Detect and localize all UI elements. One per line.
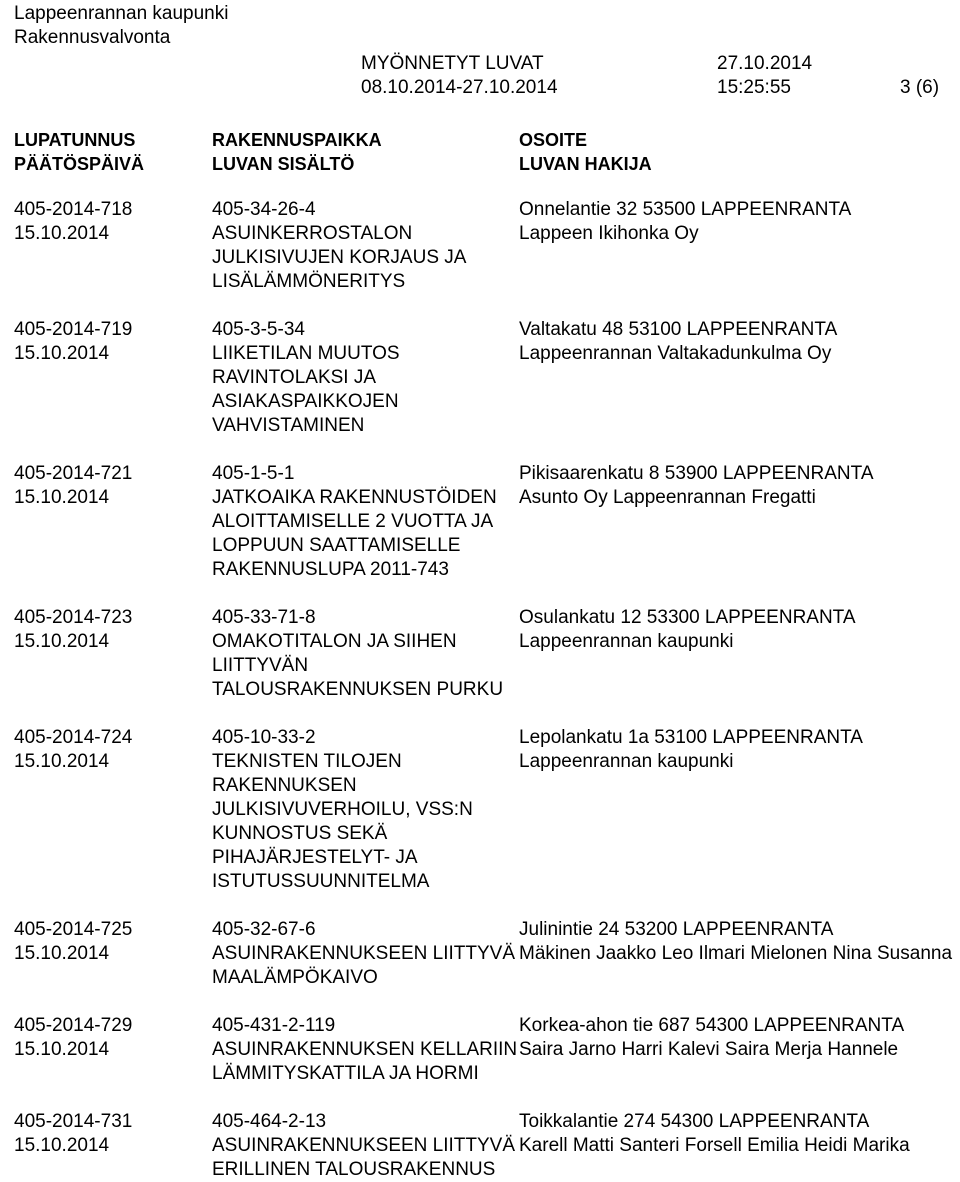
- column-header-permit-content: LUVAN SISÄLTÖ: [212, 154, 355, 174]
- applicant-name: Karell Matti Santeri Forsell Emilia Heidi Marika: [519, 1135, 910, 1156]
- permit-id: 405-2014-725: [14, 919, 133, 940]
- site-address: Toikkalantie 274 54300 LAPPEENRANTA: [519, 1111, 870, 1132]
- column-header-site: [212, 128, 382, 176]
- decision-date: 15.10.2014: [14, 223, 110, 244]
- permit-content-line: RAVINTOLAKSI JA: [212, 367, 377, 388]
- permit-content-line: ISTUTUSSUUNNITELMA: [212, 871, 430, 892]
- permit-content-line: PIHAJÄRJESTELYT- JA: [212, 847, 418, 868]
- permit-id: 405-2014-721: [14, 463, 133, 484]
- site-address: Korkea-ahon tie 687 54300 LAPPEENRANTA: [519, 1015, 905, 1036]
- permit-id-cell: [14, 606, 199, 654]
- address-applicant-cell: [519, 918, 959, 966]
- site-address: Julinintie 24 53200 LAPPEENRANTA: [519, 919, 834, 940]
- site-content-cell: [212, 726, 512, 894]
- building-site: 405-32-67-6: [212, 919, 316, 940]
- site-content-cell: [212, 1014, 518, 1086]
- applicant-name: Saira Jarno Harri Kalevi Saira Merja Hannele: [519, 1039, 899, 1060]
- decision-date: 15.10.2014: [14, 343, 110, 364]
- address-applicant-cell: [519, 1014, 959, 1062]
- page-number: 3 (6): [900, 77, 940, 98]
- column-header-decision-date: PÄÄTÖSPÄIVÄ: [14, 154, 145, 174]
- site-content-cell: [212, 462, 512, 582]
- address-applicant-cell: [519, 198, 959, 246]
- permit-id: 405-2014-719: [14, 319, 133, 340]
- site-address: Pikisaarenkatu 8 53900 LAPPEENRANTA: [519, 463, 874, 484]
- permit-id: 405-2014-731: [14, 1111, 133, 1132]
- permit-content-line: TEKNISTEN TILOJEN: [212, 751, 402, 772]
- site-content-cell: [212, 198, 512, 294]
- permit-content-line: JATKOAIKA RAKENNUSTÖIDEN: [212, 487, 497, 508]
- print-time: 15:25:55: [717, 77, 791, 98]
- applicant-name: Lappeenrannan kaupunki: [519, 751, 734, 772]
- permit-id: 405-2014-729: [14, 1015, 133, 1036]
- permit-content-line: LIITTYVÄN: [212, 655, 309, 676]
- permit-id-cell: [14, 318, 199, 366]
- applicant-name: Mäkinen Jaakko Leo Ilmari Mielonen Nina Susanna: [519, 943, 953, 964]
- permit-id-cell: [14, 726, 199, 774]
- permit-content-line: ASUINKERROSTALON: [212, 223, 413, 244]
- permit-id-cell: [14, 198, 199, 246]
- department-name: Rakennusvalvonta: [14, 27, 171, 48]
- permit-content-line: LOPPUUN SAATTAMISELLE: [212, 535, 461, 556]
- print-date: 27.10.2014: [717, 53, 813, 74]
- permit-id: 405-2014-723: [14, 607, 133, 628]
- building-site: 405-431-2-119: [212, 1015, 336, 1036]
- building-site: 405-33-71-8: [212, 607, 316, 628]
- building-site: 405-3-5-34: [212, 319, 305, 340]
- permit-id-cell: [14, 918, 199, 966]
- permit-content-line: RAKENNUKSEN: [212, 775, 357, 796]
- permit-id-cell: [14, 1110, 199, 1158]
- permit-content-line: ASUINRAKENNUKSEEN LIITTYVÄ: [212, 1135, 516, 1156]
- permit-content-line: KUNNOSTUS SEKÄ: [212, 823, 388, 844]
- applicant-name: Lappeenrannan kaupunki: [519, 631, 734, 652]
- permit-content-line: JULKISIVUJEN KORJAUS JA: [212, 247, 467, 268]
- site-address: Valtakatu 48 53100 LAPPEENRANTA: [519, 319, 838, 340]
- building-site: 405-34-26-4: [212, 199, 316, 220]
- site-address: Lepolankatu 1a 53100 LAPPEENRANTA: [519, 727, 863, 748]
- report-period: 08.10.2014-27.10.2014: [361, 77, 558, 98]
- site-content-cell: [212, 318, 512, 438]
- permit-content-line: JULKISIVUVERHOILU, VSS:N: [212, 799, 473, 820]
- permit-content-line: ASUINRAKENNUKSEN KELLARIIN: [212, 1039, 518, 1060]
- permit-content-line: ERILLINEN TALOUSRAKENNUS: [212, 1159, 496, 1180]
- column-header-permit: [14, 128, 144, 176]
- decision-date: 15.10.2014: [14, 751, 110, 772]
- decision-date: 15.10.2014: [14, 631, 110, 652]
- permit-content-line: ALOITTAMISELLE 2 VUOTTA JA: [212, 511, 494, 532]
- decision-date: 15.10.2014: [14, 943, 110, 964]
- permit-content-line: RAKENNUSLUPA 2011-743: [212, 559, 449, 580]
- column-header-permit-id: LUPATUNNUS: [14, 130, 136, 150]
- permit-id-cell: [14, 462, 199, 510]
- permit-id: 405-2014-724: [14, 727, 133, 748]
- decision-date: 15.10.2014: [14, 1039, 110, 1060]
- column-header-address-label: OSOITE: [519, 130, 588, 150]
- address-applicant-cell: [519, 462, 959, 510]
- site-content-cell: [212, 1110, 516, 1182]
- site-content-cell: [212, 606, 512, 702]
- applicant-name: Asunto Oy Lappeenrannan Fregatti: [519, 487, 816, 508]
- site-content-cell: [212, 918, 516, 990]
- permit-content-line: VAHVISTAMINEN: [212, 415, 365, 436]
- site-address: Onnelantie 32 53500 LAPPEENRANTA: [519, 199, 852, 220]
- applicant-name: Lappeenrannan Valtakadunkulma Oy: [519, 343, 832, 364]
- column-header-applicant: LUVAN HAKIJA: [519, 154, 652, 174]
- permit-content-line: MAALÄMPÖKAIVO: [212, 967, 378, 988]
- permit-id-cell: [14, 1014, 199, 1062]
- report-title: MYÖNNETYT LUVAT: [361, 53, 544, 74]
- building-site: 405-464-2-13: [212, 1111, 327, 1132]
- permit-content-line: LIIKETILAN MUUTOS: [212, 343, 400, 364]
- permit-id: 405-2014-718: [14, 199, 133, 220]
- address-applicant-cell: [519, 606, 959, 654]
- permit-content-line: TALOUSRAKENNUKSEN PURKU: [212, 679, 504, 700]
- applicant-name: Lappeen Ikihonka Oy: [519, 223, 699, 244]
- address-applicant-cell: [519, 1110, 959, 1158]
- decision-date: 15.10.2014: [14, 487, 110, 508]
- building-site: 405-10-33-2: [212, 727, 316, 748]
- page-header: [0, 0, 960, 100]
- site-address: Osulankatu 12 53300 LAPPEENRANTA: [519, 607, 856, 628]
- building-site: 405-1-5-1: [212, 463, 295, 484]
- permit-content-line: ASIAKASPAIKKOJEN: [212, 391, 399, 412]
- permit-content-line: OMAKOTITALON JA SIIHEN: [212, 631, 457, 652]
- address-applicant-cell: [519, 726, 959, 774]
- column-header-building-site: RAKENNUSPAIKKA: [212, 130, 382, 150]
- organization-name: Lappeenrannan kaupunki: [14, 3, 229, 24]
- address-applicant-cell: [519, 318, 959, 366]
- permit-content-line: LÄMMITYSKATTILA JA HORMI: [212, 1063, 479, 1084]
- decision-date: 15.10.2014: [14, 1135, 110, 1156]
- column-header-address: [519, 128, 652, 176]
- permit-content-line: ASUINRAKENNUKSEEN LIITTYVÄ: [212, 943, 516, 964]
- permit-content-line: LISÄLÄMMÖNERITYS: [212, 271, 406, 292]
